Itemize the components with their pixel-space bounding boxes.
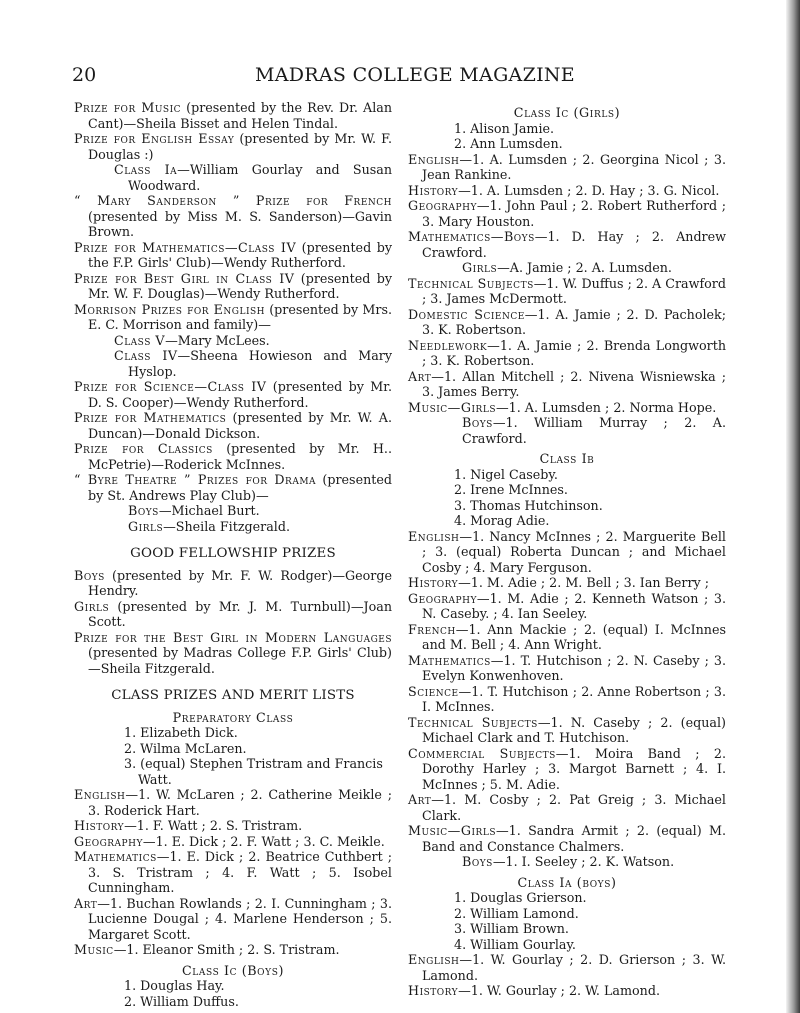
prize-entry-label: Science (408, 683, 459, 699)
prize-entry-label: History (408, 182, 459, 198)
prize-entry (408, 152, 726, 183)
prize-entry (74, 834, 392, 850)
prize-entry-text: —1. W. McLaren ; 2. Catherine Meikle ; 3. Roderick Hart. (88, 787, 392, 818)
prize-entry-text: —1. Eleanor Smith ; 2. S. Tristram. (113, 942, 340, 957)
prize-entry-label: Prize for Best Girl in Class IV (74, 270, 295, 286)
merit-list-item: 2. William Duffus. (124, 993, 239, 1009)
prize-entry-text: —1. W. Gourlay ; 2. W. Lamond. (458, 983, 660, 998)
page-number: 20 (72, 64, 97, 86)
prize-entry-text: (presented by Mr. J. M. Turnbull)—Joan Scott. (88, 598, 392, 629)
prize-entry-label: History (408, 983, 459, 998)
prize-entry (408, 746, 726, 793)
prize-entry-text: —1. Allan Mitchell ; 2. Nivena Wisniewska ; 3. James Berry. (422, 368, 726, 399)
prize-entry-label: Class Ia (114, 162, 178, 177)
prize-entry-label: Art (74, 895, 98, 911)
prize-entry-text: —1. T. Hutchison ; 2. Anne Robertson ; 3. I. McInnes. (422, 683, 726, 714)
prize-entry-label: English (408, 952, 460, 967)
prize-entry-text: —1. T. Hutchison ; 2. N. Caseby ; 3. Evelyn Konwenhoven. (422, 652, 726, 683)
prize-entry-text: —1. Sandra Armit ; 2. (equal) M. Band and Constance Chalmers. (422, 823, 726, 854)
merit-list-item: 4. Morag Adie. (454, 513, 550, 528)
prize-entry (74, 333, 392, 349)
class-heading: Class Ib (539, 451, 595, 466)
prize-entry (408, 952, 726, 983)
prize-entry-text: (presented by the F.P. Girls' Club)—Wendy Rutherford. (88, 239, 392, 270)
prize-entry-label: Prize for Mathematics—Class IV (74, 239, 297, 255)
prize-entry (408, 260, 726, 276)
prize-entry-label: English (408, 151, 460, 167)
prize-entry-label: Needlework (408, 337, 488, 353)
prize-entry-label: History (74, 818, 125, 833)
prize-entry-label: Class IV (114, 348, 178, 363)
prize-entry (408, 529, 726, 576)
prize-entry (408, 653, 726, 684)
prize-entry (74, 193, 392, 240)
prize-entry (408, 198, 726, 229)
prize-entry (74, 100, 392, 131)
prize-entry-label: “ Byre Theatre ” Prizes for Drama (74, 472, 317, 487)
prize-entry (74, 379, 392, 410)
prize-entry-label: Mathematics (408, 652, 491, 668)
prize-entry (408, 400, 726, 416)
prize-entry-text: —1. I. Seeley ; 2. K. Watson. (492, 854, 675, 869)
prize-entry-text: —1. Buchan Rowlands ; 2. I. Cunningham ; 3. Lucienne Dougal ; 4. Marlene Henderson ; 5. Margaret Scott. (88, 895, 392, 942)
prize-entry (408, 622, 726, 653)
prize-entry-text: (presented by Mr. W. A. Duncan)—Donald Dickson. (88, 410, 392, 441)
prize-entry (74, 818, 392, 834)
prize-entry-label: Boys (128, 503, 159, 518)
prize-entry-text: —1. Nancy McInnes ; 2. Marguerite Bell ; 3. (equal) Roberta Duncan ; and Michael Cosby ; 4. Mary Ferguson. (422, 528, 726, 575)
prize-entry-text: (presented by Mr. D. S. Cooper)—Wendy Rutherford. (88, 379, 392, 410)
prize-entry (74, 472, 392, 503)
prize-entry (408, 591, 726, 622)
prize-entry-text: —Michael Burt. (158, 503, 260, 518)
left-column (74, 100, 392, 1009)
merit-list-item: 3. (equal) Stephen Tristram and Francis Watt. (124, 756, 383, 787)
prize-entry-text: —A. Jamie ; 2. A. Lumsden. (497, 260, 672, 275)
prize-entry (74, 568, 392, 599)
merit-list-item: 2. Irene McInnes. (454, 482, 568, 497)
prize-entry-label: English (74, 787, 126, 802)
prize-entry-text: —1. John Paul ; 2. Robert Rutherford ; 3. Mary Houston. (422, 198, 726, 229)
prize-entry-label: Geography (408, 590, 477, 606)
merit-list-item: 1. Alison Jamie. (454, 120, 555, 136)
prize-entry-label: English (408, 528, 460, 544)
prize-entry (74, 131, 392, 162)
right-column (408, 100, 726, 999)
prize-entry (408, 983, 726, 999)
prize-entry-label: History (408, 575, 459, 590)
prize-entry (408, 415, 726, 446)
prize-entry-text: —1. W. Duffus ; 2. A Crawford ; 3. James McDermott. (422, 275, 726, 306)
merit-list-item: 4. William Gourlay. (454, 936, 576, 952)
prize-entry-label: Class V (114, 332, 166, 348)
prize-entry-text: —1. Moira Band ; 2. Dorothy Harley ; 3. Margot Barnett ; 4. I. McInnes ; 5. M. Adie. (422, 745, 726, 792)
prize-entry (408, 854, 726, 870)
prize-entry-text: —1. D. Hay ; 2. Andrew Crawford. (422, 229, 726, 260)
prize-entry-label: Prize for Music (74, 100, 182, 115)
prize-entry (408, 183, 726, 199)
prize-entry (408, 715, 726, 746)
prize-entry (74, 162, 392, 193)
prize-entry (408, 575, 726, 591)
prize-entry-text: —1. M. Cosby ; 2. Pat Greig ; 3. Michael Clark. (422, 792, 726, 823)
prize-entry (74, 896, 392, 943)
merit-list-item: 1. Nigel Caseby. (454, 466, 558, 482)
prize-entry-text: —1. Ann Mackie ; 2. (equal) I. McInnes and M. Bell ; 4. Ann Wright. (422, 621, 726, 652)
merit-list-item: 2. William Lamond. (454, 905, 579, 921)
prize-entry (408, 792, 726, 823)
prize-entry-text: —1. A. Lumsden ; 2. Georgina Nicol ; 3. Jean Rankine. (422, 151, 726, 182)
prize-entry-label: Mathematics (74, 849, 157, 864)
prize-entry (74, 599, 392, 630)
prize-entry-label: Boys (462, 415, 493, 430)
class-heading: Class Ic (Boys) (181, 962, 285, 978)
prize-entry-label: Prize for Classics (74, 441, 213, 456)
prize-entry-label: Prize for Mathematics (74, 410, 227, 425)
merit-list-item: 2. Ann Lumsden. (454, 136, 563, 151)
merit-list-item: 2. Wilma McLaren. (124, 740, 247, 756)
prize-entry-label: Domestic Science (408, 306, 525, 322)
prize-entry-text: —Mary McLees. (165, 332, 270, 348)
prize-entry-text: —1. E. Dick ; 2. Beatrice Cuthbert ; 3. S. Tristram ; 4. F. Watt ; 5. Isobel Cunningham. (88, 849, 392, 895)
prize-entry (408, 338, 726, 369)
prize-entry-text: (presented by Mrs. E. C. Morrison and family)— (88, 301, 392, 332)
prize-entry (74, 302, 392, 333)
prize-entry (74, 630, 392, 677)
prize-entry-label: Art (408, 792, 432, 807)
running-header: MADRAS COLLEGE MAGAZINE (255, 64, 575, 86)
prize-entry (74, 271, 392, 302)
prize-entry-text: —1. M. Adie ; 2. Kenneth Watson ; 3. N. Caseby. ; 4. Ian Seeley. (422, 590, 726, 621)
prize-entry (74, 441, 392, 472)
prize-entry-label: Geography (74, 833, 143, 849)
merit-list-item: 3. William Brown. (454, 921, 569, 936)
prize-entry-text: —Sheena Howieson and Mary Hyslop. (128, 348, 392, 379)
prize-entry-label: French (408, 621, 456, 637)
prize-entry (74, 787, 392, 818)
prize-entry-text: —1. A. Lumsden ; 2. Norma Hope. (495, 399, 717, 415)
prize-entry-text: (presented by Mr. W. F. Douglas)—Wendy Rutherford. (88, 270, 392, 301)
prize-entry (74, 503, 392, 519)
class-heading: Class Ia (boys) (517, 874, 617, 890)
prize-entry (74, 519, 392, 535)
prize-entry-text: —1. F. Watt ; 2. S. Tristram. (124, 818, 303, 833)
section-heading: CLASS PRIZES AND MERIT LISTS (111, 688, 355, 703)
prize-entry-text: —1. A. Jamie ; 2. Brenda Longworth ; 3. K. Robertson. (422, 337, 726, 368)
prize-entry (408, 229, 726, 260)
prize-entry-label: Technical Subjects (408, 275, 534, 291)
prize-entry-label: Prize for the Best Girl in Modern Languages (74, 629, 392, 645)
prize-entry-label: Girls (74, 598, 110, 614)
prize-entry-text: (presented by Mr. H.. McPetrie)—Roderick McInnes. (88, 441, 392, 472)
prize-entry-label: Art (408, 368, 432, 384)
prize-entry-text: —1. E. Dick ; 2. F. Watt ; 3. C. Meikle. (142, 833, 385, 849)
prize-entry-text: —1. M. Adie ; 2. M. Bell ; 3. Ian Berry ; (458, 575, 710, 590)
prize-entry (74, 240, 392, 271)
prize-entry-label: Mathematics—Boys (408, 229, 535, 244)
merit-list-item: 1. Douglas Hay. (124, 978, 225, 993)
prize-entry-text: —1. W. Gourlay ; 2. D. Grierson ; 3. W. Lamond. (422, 952, 726, 983)
prize-entry-label: Boys (74, 567, 105, 583)
prize-entry-label: Music (74, 942, 114, 957)
page-edge-shadow (786, 0, 800, 1013)
prize-entry-text: —1. A. Lumsden ; 2. D. Hay ; 3. G. Nicol. (458, 182, 720, 198)
class-heading: Preparatory Class (172, 709, 294, 725)
prize-entry-label: Technical Subjects (408, 714, 538, 730)
prize-entry-text: (presented by the Rev. Dr. Alan Cant)—Sheila Bisset and Helen Tindal. (88, 100, 392, 131)
class-heading: Class Ic (Girls) (513, 105, 621, 120)
prize-entry-label: Girls (462, 260, 498, 275)
prize-entry-label: Girls (128, 518, 164, 534)
prize-entry-text: —William Gourlay and Susan Woodward. (128, 162, 392, 193)
prize-entry (408, 307, 726, 338)
prize-entry-text: (presented by Madras College F.P. Girls' Club)—Sheila Fitzgerald. (88, 645, 392, 676)
prize-entry-label: Music—Girls (408, 399, 496, 415)
prize-entry-text: (presented by St. Andrews Play Club)— (88, 472, 392, 503)
section-heading: GOOD FELLOWSHIP PRIZES (130, 546, 336, 561)
prize-entry-label: Music—Girls (408, 823, 496, 838)
prize-entry-label: Geography (408, 198, 477, 213)
merit-list-item: 1. Elizabeth Dick. (124, 725, 238, 740)
prize-entry-text: —1. William Murray ; 2. A. Crawford. (462, 415, 726, 446)
prize-entry-label: Morrison Prizes for English (74, 301, 266, 317)
prize-entry (408, 369, 726, 400)
merit-list-item: 1. Douglas Grierson. (454, 890, 587, 905)
prize-entry-label: Prize for Science—Class IV (74, 379, 267, 394)
prize-entry (74, 348, 392, 379)
prize-entry (74, 410, 392, 441)
prize-entry-text: (presented by Mr. F. W. Rodger)—George Hendry. (88, 567, 392, 598)
prize-entry (74, 942, 392, 958)
prize-entry-label: Boys (462, 854, 493, 869)
prize-entry (408, 823, 726, 854)
prize-entry-label: Commercial Subjects (408, 745, 556, 761)
prize-entry-text: —Sheila Fitzgerald. (163, 518, 290, 534)
prize-entry-text: —1. N. Caseby ; 2. (equal) Michael Clark and T. Hutchison. (422, 714, 726, 745)
prize-entry-text: (presented by Mr. W. F. Douglas :) (88, 131, 392, 162)
prize-entry-label: “ Mary Sanderson ” Prize for French (74, 193, 392, 208)
prize-entry-label: Prize for English Essay (74, 131, 235, 146)
merit-list-item: 3. Thomas Hutchinson. (454, 497, 603, 513)
prize-entry-text: —1. A. Jamie ; 2. D. Pacholek; 3. K. Robertson. (422, 306, 726, 337)
prize-entry-text: (presented by Miss M. S. Sanderson)—Gavin Brown. (88, 208, 392, 239)
prize-entry (408, 684, 726, 715)
prize-entry (74, 849, 392, 896)
prize-entry (408, 276, 726, 307)
